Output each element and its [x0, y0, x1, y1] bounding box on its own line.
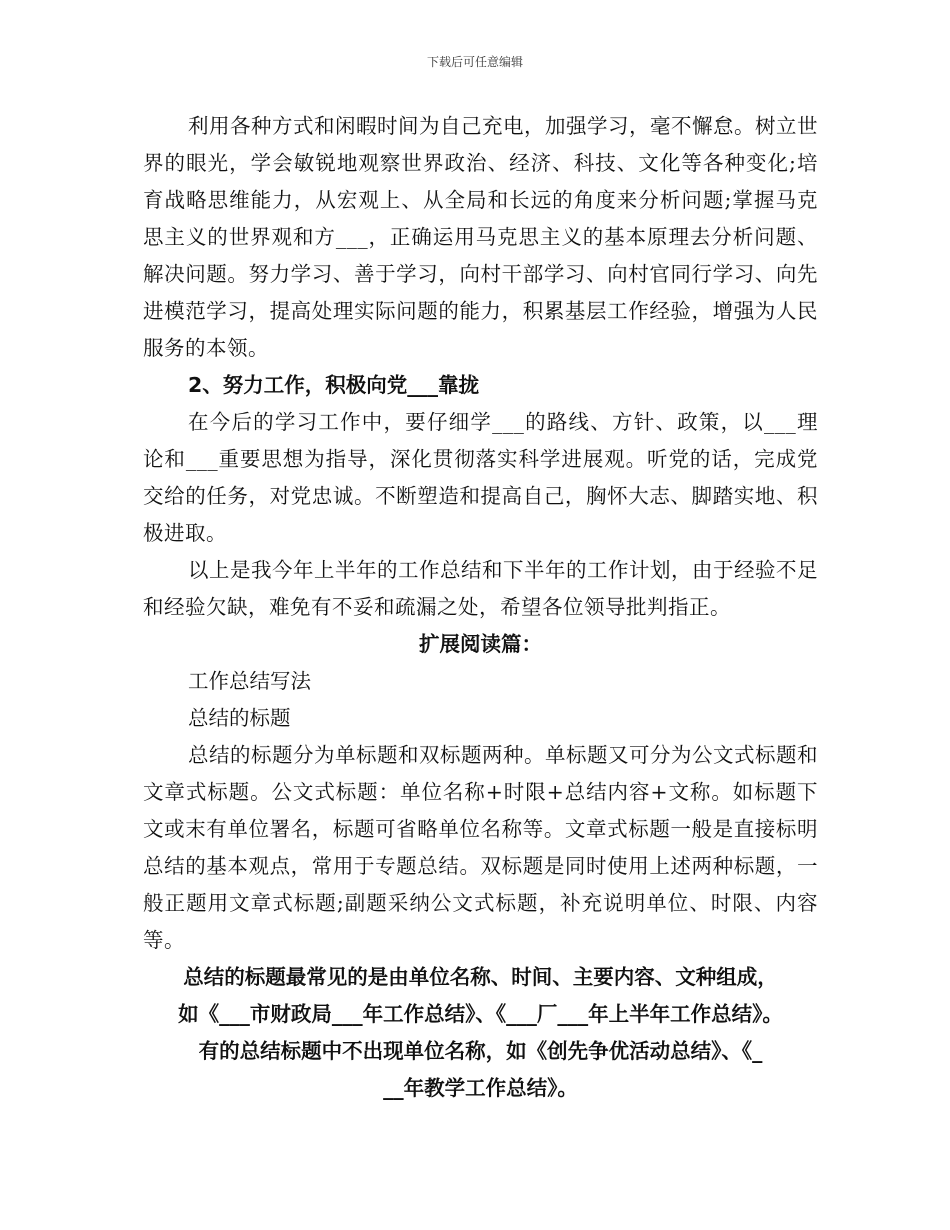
extended-reading-heading: 扩展阅读篇： [419, 632, 542, 656]
paragraph-work: 在今后的学习工作中，要仔细学___的路线、方针、政策，以___理论和___重要思想为指导，深化贯彻落实科学进展观。听党的话，完成党交给的任务，对党忠诚。不断塑造和提高自己，胸怀大志、脚踏实地、积极进取。 [143, 410, 818, 545]
document-body [143, 108, 818, 1107]
subheading-summary-title: 总结的标题 [188, 706, 291, 730]
bold-line-4: __年教学工作总结》。 [383, 1076, 578, 1100]
paragraph-study: 利用各种方式和闲暇时间为自己充电，加强学习，毫不懈怠。树立世界的眼光，学会敏锐地观察世界政治、经济、科技、文化等各种变化;培育战略思维能力，从宏观上、从全局和长远的角度来分析问题;掌握马克思主义的世界观和方___，正确运用马克思主义的基本原理去分析问题、解决问题。努力学习、善于学习，向村干部学习、向村官同行学习、向先进模范学习，提高处理实际问题的能力，积累基层工作经验，增强为人民服务的本领。 [143, 114, 818, 360]
paragraph-conclusion: 以上是我今年上半年的工作总结和下半年的工作计划，由于经验不足和经验欠缺，难免有不妥和疏漏之处，希望各位领导批判指正。 [143, 558, 818, 619]
bold-line-2: 如《___市财政局___年工作总结》、《___厂___年上半年工作总结》。 [178, 1002, 783, 1026]
subheading-writing-method: 工作总结写法 [188, 669, 311, 693]
page-header: 下载后可任意编辑 [426, 55, 523, 69]
section-heading-work: 2、努力工作，积极向党___靠拢 [188, 373, 480, 397]
bold-line-1: 总结的标题最常见的是由单位名称、时间、主要内容、文种组成， [183, 965, 778, 989]
paragraph-title-types: 总结的标题分为单标题和双标题两种。单标题又可分为公文式标题和文章式标题。公文式标题：单位名称+时限+总结内容+文称。如标题下文或末有单位署名，标题可省略单位名称等。文章式标题一般是直接标明总结的基本观点，常用于专题总结。双标题是同时使用上述两种标题，一般正题用文章式标题;副题采纳公文式标题，补充说明单位、时限、内容等。 [143, 743, 818, 952]
bold-line-3: 有的总结标题中不出现单位名称，如《创先争优活动总结》、《_ [198, 1039, 763, 1063]
